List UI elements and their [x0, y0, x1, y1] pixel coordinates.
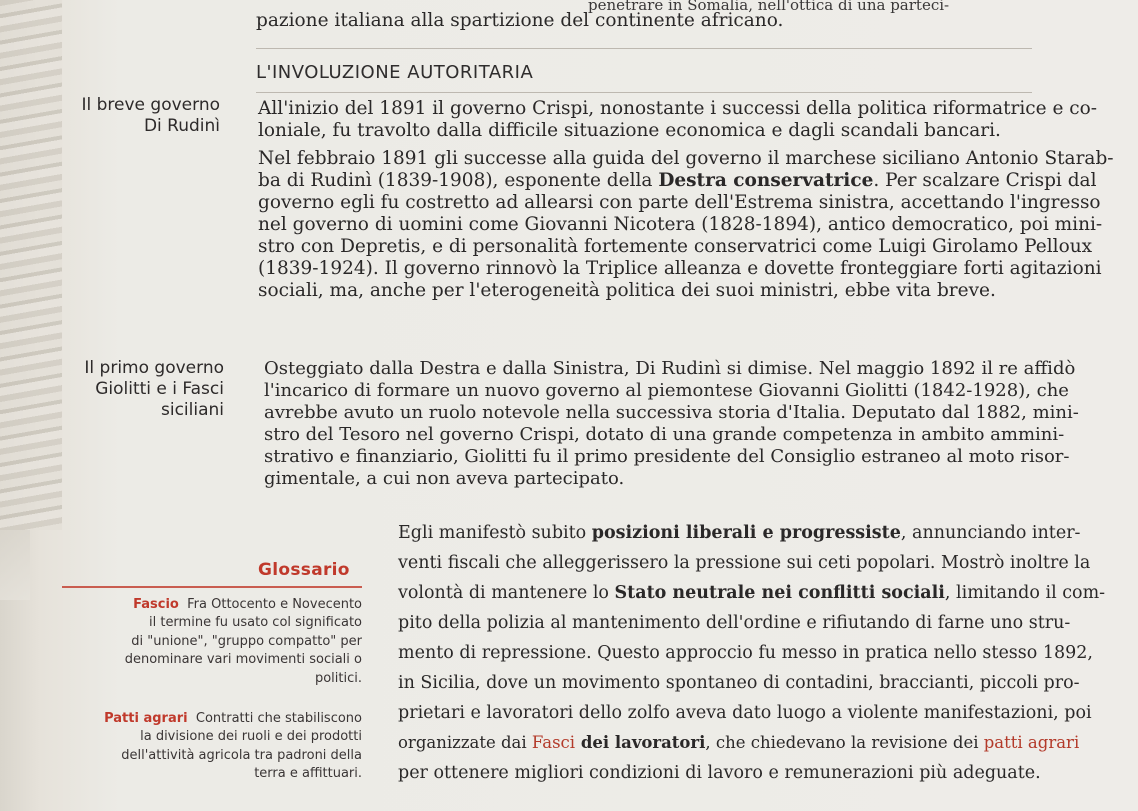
- body-line: avrebbe avuto un ruolo notevole nella successiva storia d'Italia. Deputato dal 1882, mini-: [264, 402, 1079, 423]
- body-line: governo egli fu costretto ad allearsi con parte dell'Estrema sinistra, accettando l'ingresso: [258, 192, 1101, 213]
- body-line: stro del Tesoro nel governo Crispi, dotato di una grande competenza in ambito ammini-: [264, 424, 1065, 445]
- top-partial-line: penetrare in Somalia, nell'ottica di una parteci-: [588, 0, 950, 14]
- bold-term: posizioni liberali e progressiste: [591, 523, 901, 543]
- divider: [256, 48, 1032, 49]
- glossary-entry-fascio: Fascio Fra Ottocento e Novecento il termine fu usato col significato di "unione", "gruppo compatto" per denominare vari movimenti sociali o politici.: [124, 597, 362, 686]
- body-line: Osteggiato dalla Destra e dalla Sinistra, Di Rudinì si dimise. Nel maggio 1892 il re affidò: [264, 358, 1076, 379]
- body-line: per ottenere migliori condizioni di lavoro e remunerazioni più adeguate.: [398, 763, 1041, 783]
- glossary-entry-patti-agrari: Patti agrari Contratti che stabiliscono la divisione dei ruoli e dei prodotti dell'attività agricola tra padroni della terra e affittuari.: [104, 711, 362, 782]
- body-line: prietari e lavoratori dello zolfo aveva dato luogo a violente manifestazioni, poi: [398, 703, 1092, 723]
- section-heading: L'INVOLUZIONE AUTORITARIA: [256, 62, 534, 83]
- sidebar-heading-line: siciliani: [160, 400, 224, 420]
- decorative-margin-image: [0, 0, 62, 530]
- glossary-term: Fascio: [133, 597, 179, 612]
- body-line: nel governo di uomini come Giovanni Nicotera (1828-1894), antico democratico, poi mini-: [258, 214, 1103, 235]
- body-line: All'inizio del 1891 il governo Crispi, nonostante i successi della politica riformatrice e co-: [258, 98, 1098, 119]
- sidebar-heading-line: Il breve governo: [81, 95, 220, 115]
- sidebar-heading-rudini: [62, 95, 220, 137]
- top-partial-line: pazione italiana alla spartizione del continente africano.: [256, 10, 784, 31]
- glossary-divider: [62, 586, 362, 588]
- body-line: loniale, fu travolto dalla difficile situazione economica e dagli scandali bancari.: [258, 120, 1001, 141]
- divider: [256, 92, 1032, 93]
- bold-term: Stato neutrale nei conflitti sociali: [614, 583, 945, 603]
- sidebar-heading-line: Il primo governo: [84, 358, 224, 378]
- body-line: strativo e finanziario, Giolitti fu il primo presidente del Consiglio estraneo al moto risor-: [264, 446, 1070, 467]
- sidebar-heading-line: Giolitti e i Fasci: [95, 379, 224, 399]
- body-line: gimentale, a cui non aveva partecipato.: [264, 468, 625, 489]
- glossary-term: Patti agrari: [104, 711, 188, 726]
- body-line: l'incarico di formare un nuovo governo al piemontese Giovanni Giolitti (1842-1928), che: [264, 380, 1069, 401]
- body-line: Egli manifestò subito posizioni liberali e progressiste, annunciando inter-: [398, 523, 1081, 543]
- body-line: (1839-1924). Il governo rinnovò la Triplice alleanza e dovette fronteggiare forti agitazioni: [258, 258, 1102, 279]
- body-line: mento di repressione. Questo approccio fu messo in pratica nello stesso 1892,: [398, 643, 1093, 663]
- body-line: stro con Depretis, e di personalità fortemente conservatrici come Luigi Girolamo Pelloux: [258, 236, 1093, 257]
- body-line: Nel febbraio 1891 gli successe alla guida del governo il marchese siciliano Antonio Starab-: [258, 148, 1114, 169]
- sidebar-heading-giolitti: [40, 358, 224, 421]
- body-line: in Sicilia, dove un movimento spontaneo di contadini, braccianti, piccoli pro-: [398, 673, 1080, 693]
- bold-term: dei lavoratori: [575, 733, 706, 752]
- body-line: ba di Rudinì (1839-1908), esponente della Destra conservatrice. Per scalzare Crispi dal: [258, 170, 1097, 191]
- body-line: volontà di mantenere lo Stato neutrale nei conflitti sociali, limitando il com-: [398, 583, 1106, 603]
- glossary-term-link: patti agrari: [983, 733, 1080, 752]
- glossary-title: Glossario: [258, 560, 350, 580]
- bold-term: Destra conservatrice: [658, 170, 874, 191]
- decorative-margin-image: [0, 530, 30, 600]
- body-line: venti fiscali che alleggerissero la pressione sui ceti popolari. Mostrò inoltre la: [398, 553, 1091, 573]
- body-line: sociali, ma, anche per l'eterogeneità politica dei suoi ministri, ebbe vita breve.: [258, 280, 996, 301]
- body-line: pito della polizia al mantenimento dell'ordine e rifiutando di farne uno stru-: [398, 613, 1071, 633]
- glossary-term-link: Fasci: [531, 733, 576, 752]
- body-line: organizzate dai Fasci dei lavoratori, che chiedevano la revisione dei patti agrari: [398, 733, 1080, 752]
- sidebar-heading-line: Di Rudinì: [143, 116, 220, 136]
